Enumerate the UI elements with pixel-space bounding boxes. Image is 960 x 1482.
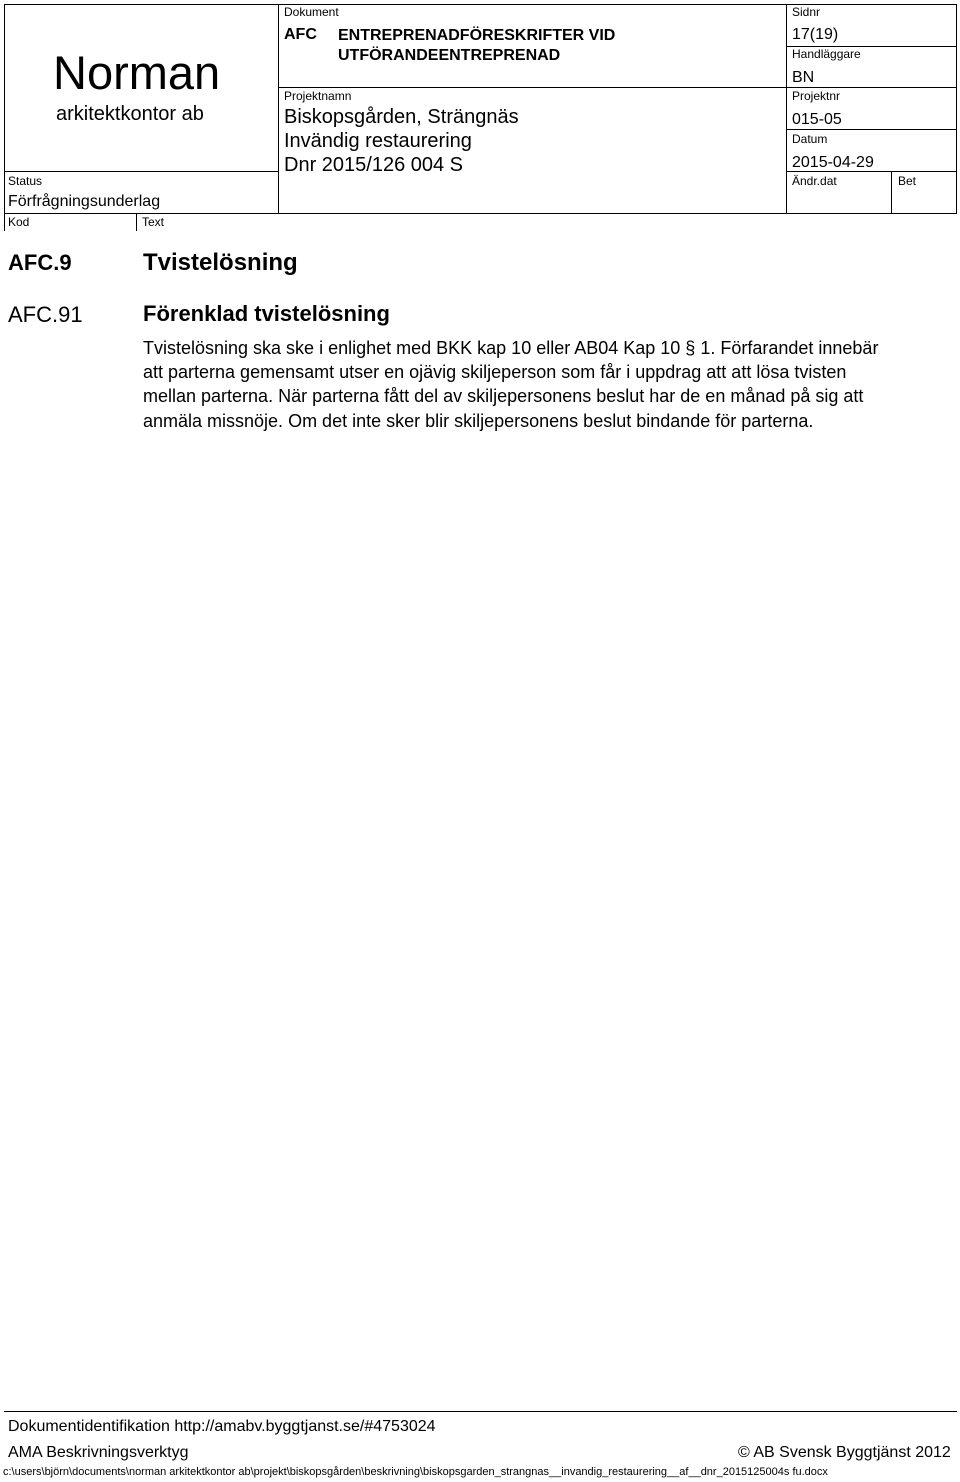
logo-subtitle: arkitektkontor ab xyxy=(56,103,204,125)
date-label: Datum xyxy=(792,132,828,146)
project-name-line: Invändig restaurering xyxy=(284,130,472,152)
copyright-notice: © AB Svensk Byggtjänst 2012 xyxy=(738,1444,951,1461)
tool-name: AMA Beskrivningsverktyg xyxy=(8,1444,189,1461)
document-label: Dokument xyxy=(284,5,339,19)
subsection-code: AFC.91 xyxy=(8,302,83,327)
status-value: Förfrågningsunderlag xyxy=(8,193,161,210)
project-name-line: Biskopsgården, Strängnäs xyxy=(284,106,519,128)
document-code: AFC xyxy=(284,26,317,43)
revision-label: Bet xyxy=(898,174,917,188)
date-value: 2015-04-29 xyxy=(792,154,874,171)
status-label: Status xyxy=(8,174,43,188)
project-name-line: Dnr 2015/126 004 S xyxy=(284,154,464,176)
project-name-label: Projektnamn xyxy=(284,89,352,103)
revision-date-label: Ändr.dat xyxy=(792,174,837,188)
section-title: Tvistelösning xyxy=(143,249,298,276)
section-paragraph: Tvistelösning ska ske i enlighet med BKK kap 10 eller AB04 Kap 10 § 1. Förfarandet innebär att parterna gemensamt utser en ojävig skiljeperson som får i uppdrag att att lösa tvisten mellan parterna. När parterna fått del av skiljepersonens beslut har de en månad på sig att anmäla missnöje. Om det inte sker blir skiljepersonens beslut bindande för parterna. xyxy=(143,338,879,431)
kod-column-label: Kod xyxy=(8,215,30,229)
text-column-label: Text xyxy=(142,215,165,229)
project-number-label: Projektnr xyxy=(792,89,841,103)
subsection-title: Förenklad tvistelösning xyxy=(143,301,390,326)
page-number-value: 17(19) xyxy=(792,26,839,43)
logo-name: Norman xyxy=(53,46,221,99)
project-number-value: 015-05 xyxy=(792,111,842,128)
page-number-label: Sidnr xyxy=(792,5,821,19)
document-title: ENTREPRENADFÖRESKRIFTER VID UTFÖRANDEENTREPRENAD xyxy=(338,27,616,64)
handler-value: BN xyxy=(792,69,815,86)
section-code: AFC.9 xyxy=(8,250,72,275)
handler-label: Handläggare xyxy=(792,47,861,61)
file-path: c:\users\björn\documents\norman arkitektkontor ab\projekt\biskopsgården\beskrivning\biskopsgarden_strangnas__invandig_restaurering__af__dnr_2015125004s fu.docx xyxy=(3,1466,828,1478)
document-identification: Dokumentidentifikation http://amabv.byggtjanst.se/#4753024 xyxy=(8,1418,436,1435)
